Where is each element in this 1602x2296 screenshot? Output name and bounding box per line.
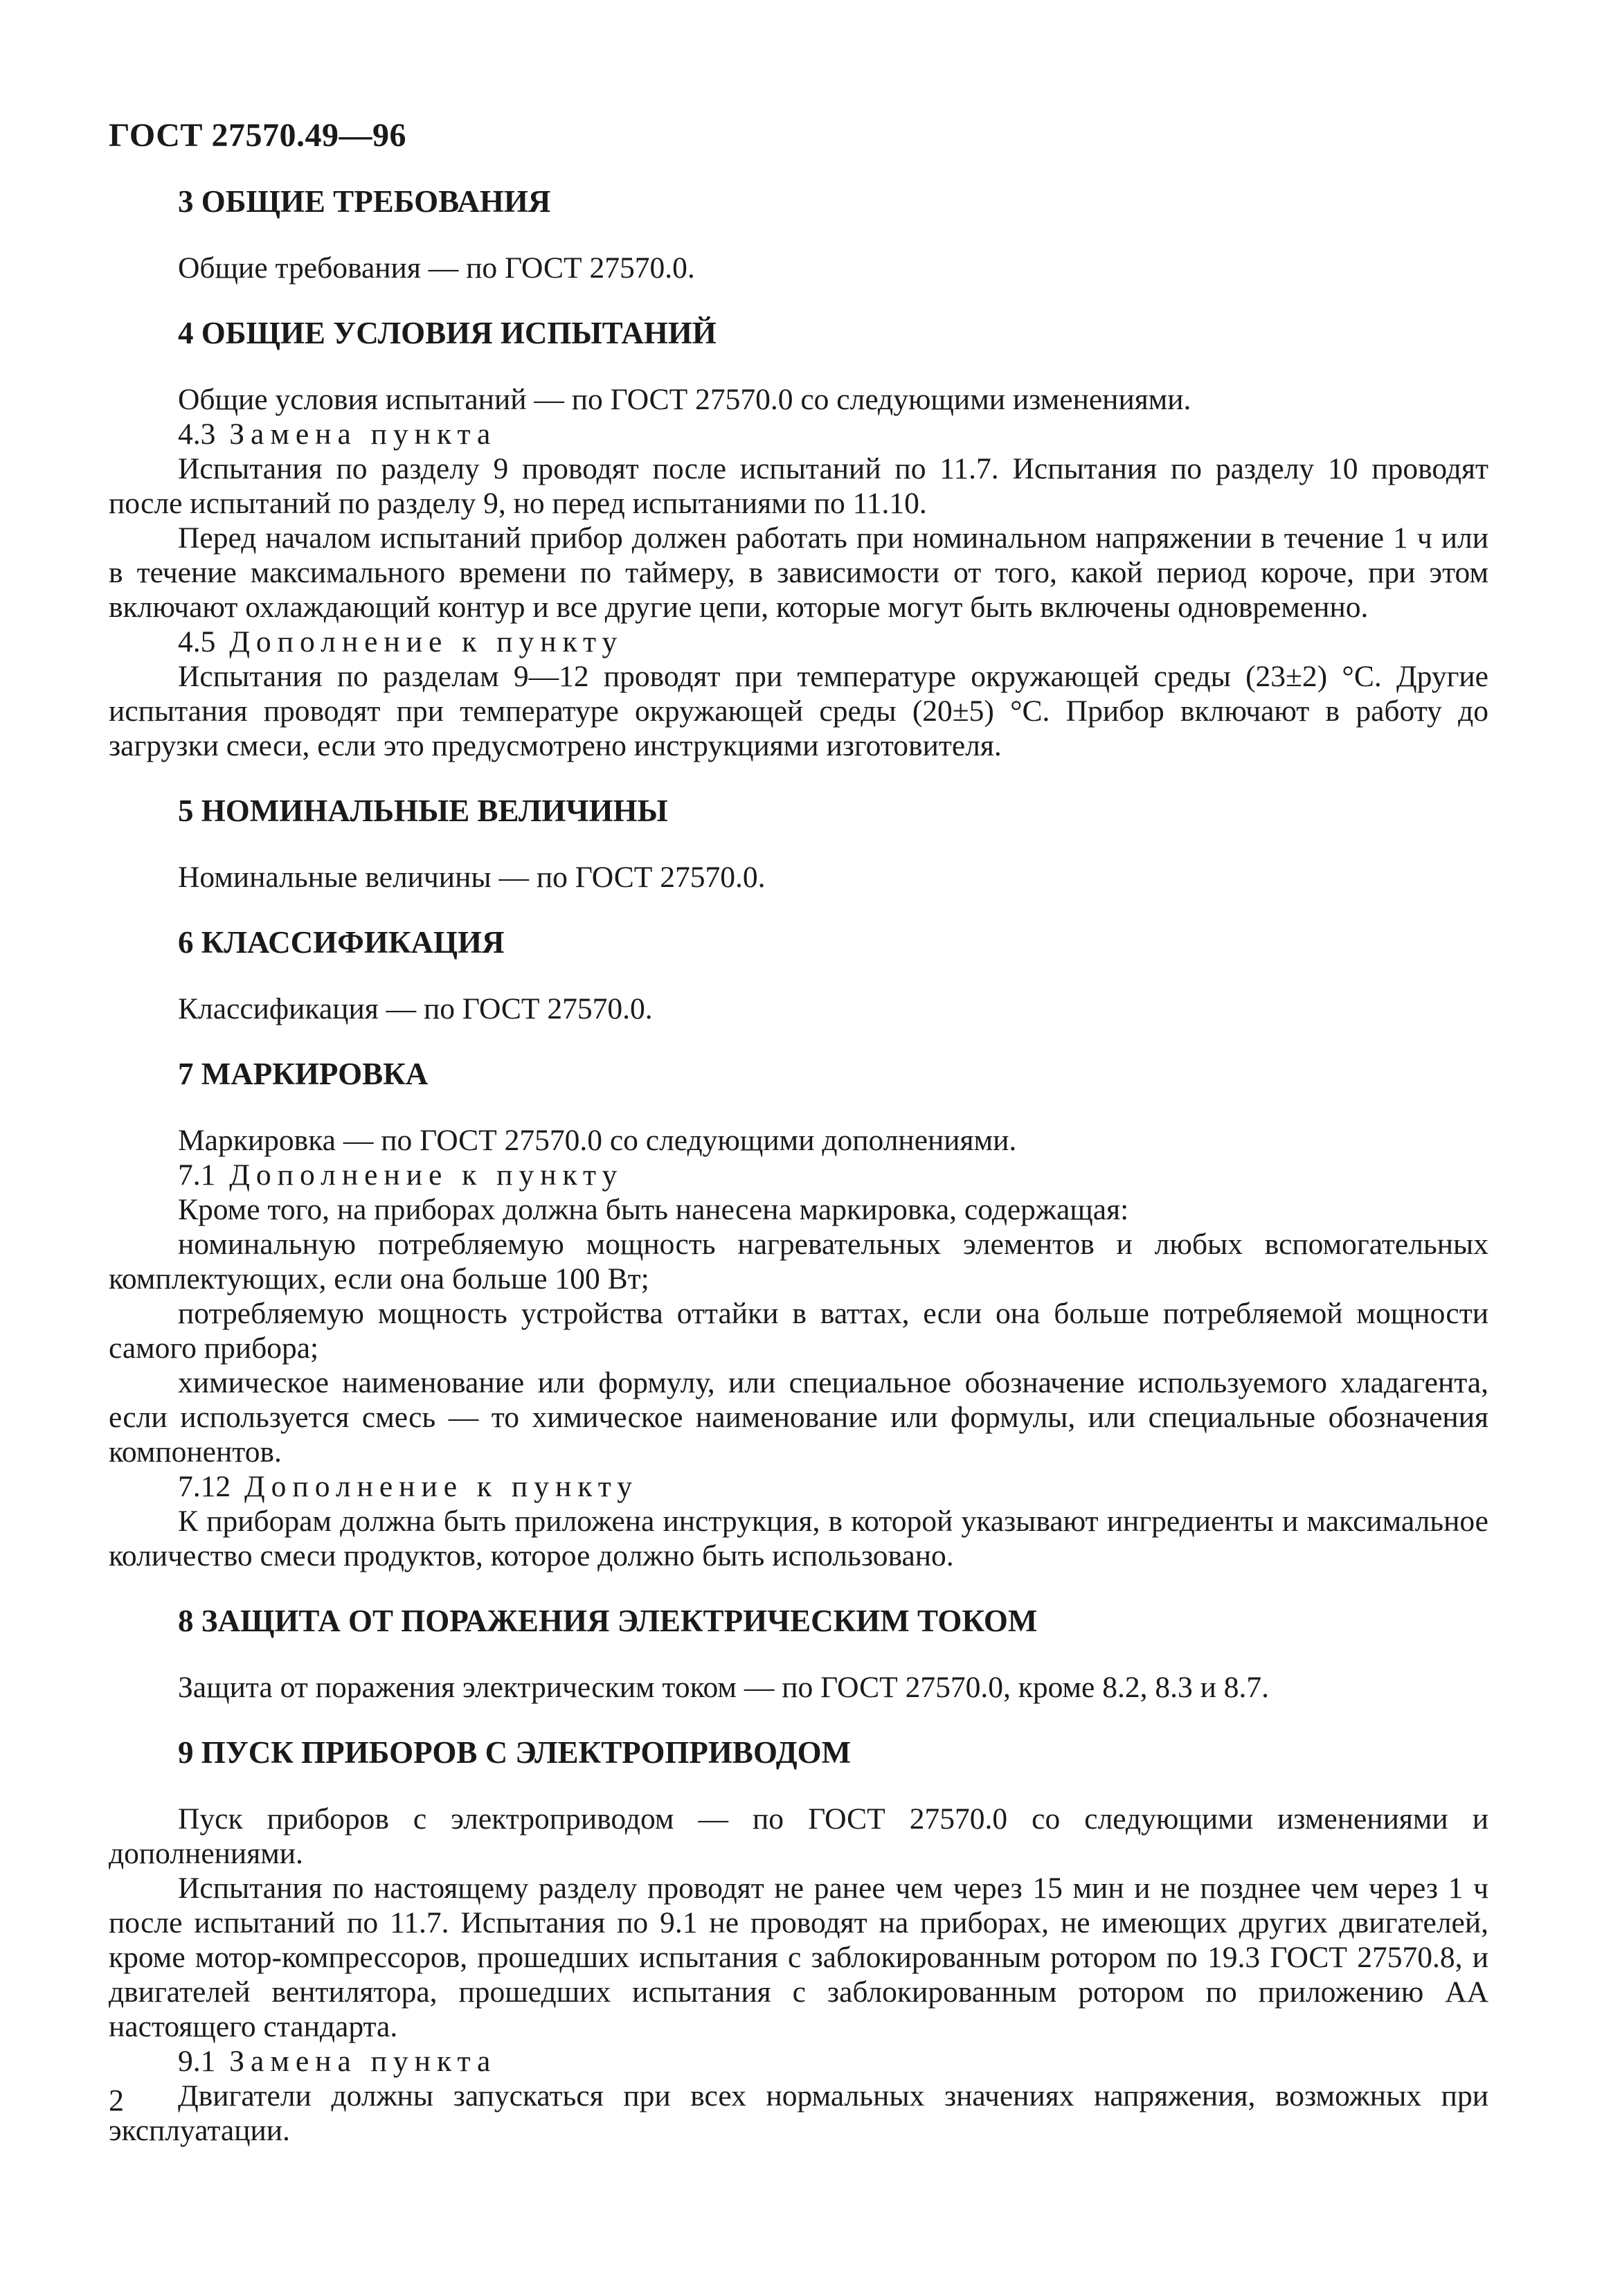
clause-title: Замена пункта xyxy=(229,418,497,451)
paragraph: Испытания по настоящему разделу проводят не ранее чем через 15 мин и не позднее чем через 1 ч после испытаний по 11.7. Испытания по 9.1 не проводят на приборах, не имеющих других двигателей, кроме мотор-компрессоров, прошедших испытания с заблокированным ротором по 19.3 ГОСТ 27570.8, и двигателей вентилятора, прошедших испытания с заблокированным ротором по приложению АА настоящего стандарта. xyxy=(109,1872,1488,2043)
clause-title: Дополнение к пункту xyxy=(229,625,624,658)
clause-label xyxy=(178,625,1488,659)
section-heading: 8 ЗАЩИТА ОТ ПОРАЖЕНИЯ ЭЛЕКТРИЧЕСКИМ ТОКОМ xyxy=(178,1604,1038,1638)
clause-number: 7.1 xyxy=(178,1158,216,1192)
paragraph: потребляемую мощность устройства оттайки в ваттах, если она больше потребляемой мощности самого прибора; xyxy=(109,1297,1488,1365)
clause-label xyxy=(178,1469,1488,1504)
clause-title: Дополнение к пункту xyxy=(244,1470,638,1503)
paragraph: Номинальные величины — по ГОСТ 27570.0. xyxy=(178,861,766,894)
section-heading: 3 ОБЩИЕ ТРЕБОВАНИЯ xyxy=(178,184,551,219)
paragraph: Испытания по разделу 9 проводят после испытаний по 11.7. Испытания по разделу 10 проводят после испытаний по разделу 9, но перед испытаниями по 11.10. xyxy=(109,452,1488,520)
clause-label xyxy=(178,417,1488,451)
clause-number: 4.3 xyxy=(178,418,216,451)
clause-title: Дополнение к пункту xyxy=(229,1158,624,1192)
clause-title: Замена пункта xyxy=(229,2045,497,2078)
paragraph: Защита от поражения электрическим током — по ГОСТ 27570.0, кроме 8.2, 8.3 и 8.7. xyxy=(178,1671,1270,1704)
paragraph: К приборам должна быть приложена инструкция, в которой указывают ингредиенты и максимальное количество смеси продуктов, которое должно быть использовано. xyxy=(109,1505,1488,1572)
paragraph: Перед началом испытаний прибор должен работать при номинальном напряжении в течение 1 ч или в течение максимального времени по таймеру, в зависимости от того, какой период короче, при этом включают охлаждающий контур и все другие цепи, которые могут быть включены одновременно. xyxy=(109,521,1488,624)
document-body xyxy=(109,181,1488,2148)
paragraph: Пуск приборов с электроприводом — по ГОСТ 27570.0 со следующими изменениями и дополнениями. xyxy=(109,1802,1488,1870)
paragraph: Маркировка — по ГОСТ 27570.0 со следующими дополнениями. xyxy=(178,1124,1017,1157)
paragraph: Классификация — по ГОСТ 27570.0. xyxy=(178,992,653,1025)
clause-number: 7.12 xyxy=(178,1470,231,1503)
section-heading: 9 ПУСК ПРИБОРОВ С ЭЛЕКТРОПРИВОДОМ xyxy=(178,1735,852,1770)
paragraph: химическое наименование или формулу, или специальное обозначение используемого хладагента, если используется смесь — то химическое наименование или формулы, или специальные обозначения компонентов. xyxy=(109,1366,1488,1469)
paragraph: Двигатели должны запускаться при всех нормальных значениях напряжения, возможных при эксплуатации. xyxy=(109,2079,1488,2147)
paragraph: Испытания по разделам 9—12 проводят при температуре окружающей среды (23±2) °С. Другие испытания проводят при температуре окружающей среды (20±5) °С. Прибор включают в работу до загрузки смеси, если это предусмотрено инструкциями изготовителя. xyxy=(109,660,1488,762)
document-code: ГОСТ 27570.49—96 xyxy=(109,117,406,154)
paragraph: номинальную потребляемую мощность нагревательных элементов и любых вспомогательных комплектующих, если она больше 100 Вт; xyxy=(109,1228,1488,1295)
clause-label xyxy=(178,2044,1488,2079)
section-heading: 6 КЛАССИФИКАЦИЯ xyxy=(178,925,505,960)
paragraph: Общие условия испытаний — по ГОСТ 27570.0 со следующими изменениями. xyxy=(178,383,1191,416)
clause-number: 4.5 xyxy=(178,625,216,658)
section-heading: 5 НОМИНАЛЬНЫЕ ВЕЛИЧИНЫ xyxy=(178,793,668,828)
paragraph: Кроме того, на приборах должна быть нанесена маркировка, содержащая: xyxy=(178,1193,1129,1226)
section-heading: 4 ОБЩИЕ УСЛОВИЯ ИСПЫТАНИЙ xyxy=(178,316,717,350)
clause-label xyxy=(178,1158,1488,1192)
clause-number: 9.1 xyxy=(178,2045,216,2078)
paragraph: Общие требования — по ГОСТ 27570.0. xyxy=(178,251,695,285)
section-heading: 7 МАРКИРОВКА xyxy=(178,1057,429,1091)
page-number: 2 xyxy=(109,2083,124,2117)
